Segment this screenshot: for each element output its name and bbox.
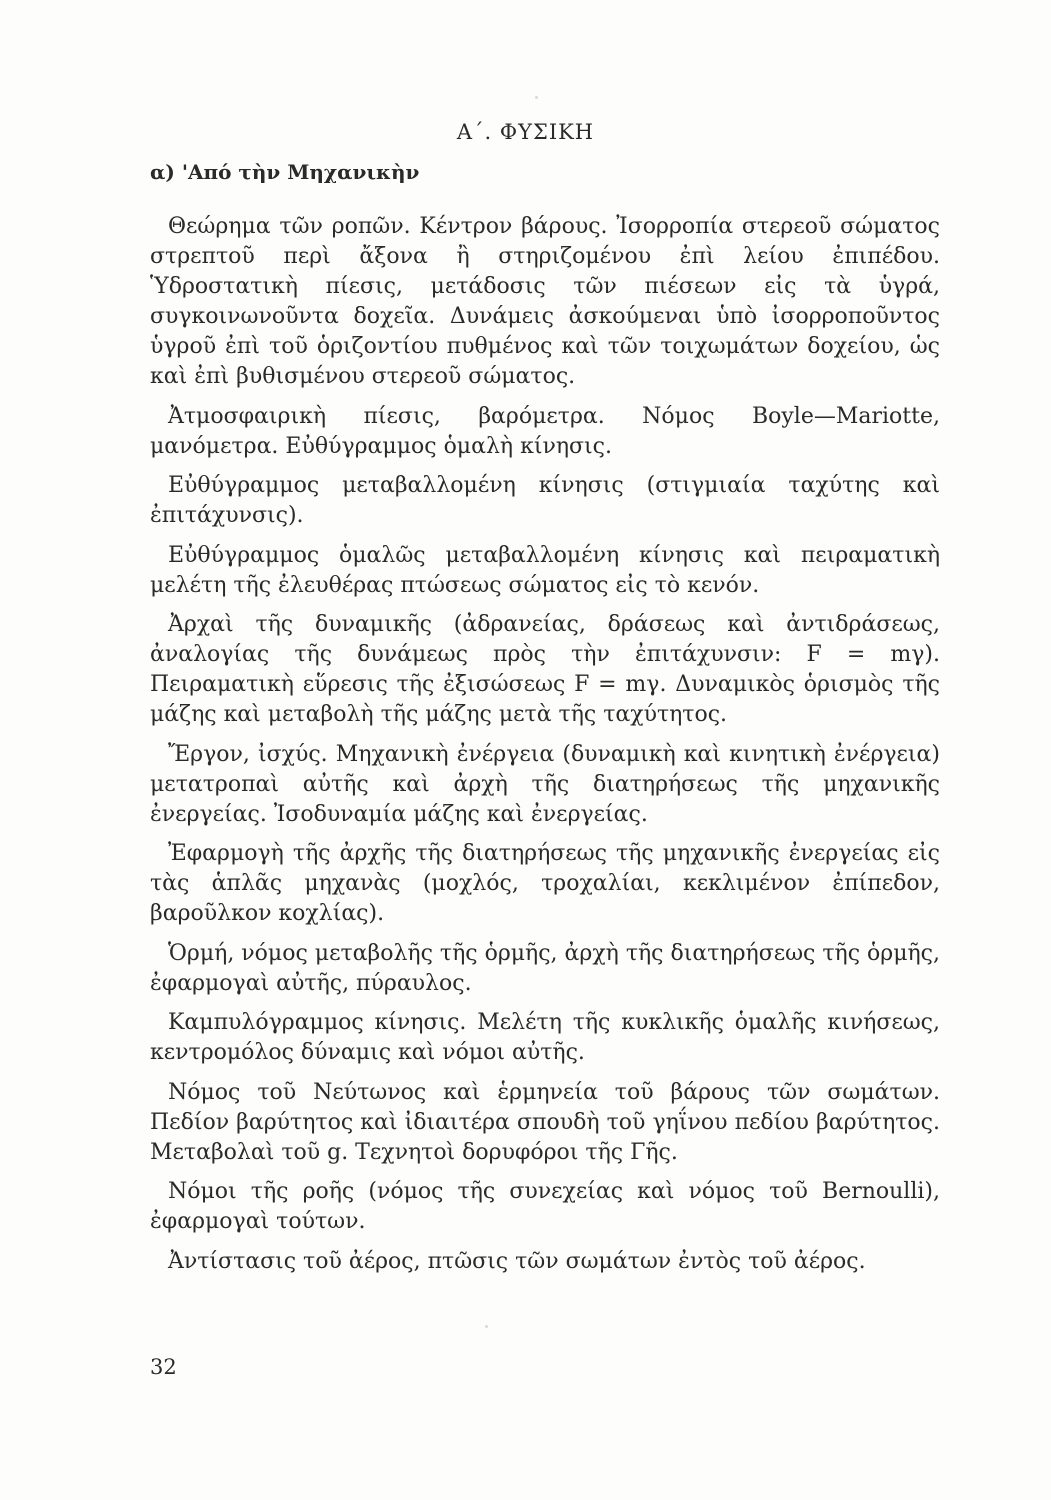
paragraph-simple-machines: Ἐφαρμογὴ τῆς ἀρχῆς τῆς διατηρήσεως τῆς μηχανικῆς ἐνεργείας εἰς τὰς ἁπλᾶς μηχανὰς (μοχλός, τροχαλίαι, κεκλιμένον ἐπίπεδον, βαροῦλκον κοχλίας). (150, 841, 940, 926)
paragraph-air-resistance: Ἀντίστασις τοῦ ἀέρος, πτῶσις τῶν σωμάτων ἐντὸς τοῦ ἀέρος. (168, 1248, 866, 1274)
body-text (150, 212, 940, 1286)
paragraph-fluid-flow: Νόμοι τῆς ροῆς (νόμος τῆς συνεχείας καὶ νόμος τοῦ Bernoulli), ἐφαρμογαὶ τούτων. (150, 1179, 940, 1234)
paragraph-hydrostatics: Θεώρημα τῶν ροπῶν. Κέντρον βάρους. Ἰσορροπία στερεοῦ σώματος στρεπτοῦ περὶ ἄξονα ἢ στηριζομένου ἐπὶ λείου ἐπιπέδου. Ὑδροστατικὴ πίεσις, μετάδοσις τῶν πιέσεων εἰς τὰ ὑγρά, συγκοινωνοῦντα δοχεῖα. Δυνάμεις ἀσκούμεναι ὑπὸ ἰσορροποῦντος ὑγροῦ ἐπὶ τοῦ ὁριζοντίου πυθμένος καὶ τῶν τοιχωμάτων δοχείου, ὡς καὶ ἐπὶ βυθισμένου στερεοῦ σώματος. (150, 214, 940, 389)
section-title: Α΄. ΦΥΣΙΚΗ (456, 120, 595, 144)
page-number: 32 (150, 1355, 177, 1379)
print-speck (535, 96, 538, 99)
paragraph-uniformly-accelerated-motion: Εὐθύγραμμος ὁμαλῶς μεταβαλλομένη κίνησις καὶ πειραματικὴ μελέτη τῆς ἐλευθέρας πτώσεως σώματος εἰς τὸ κενόν. (150, 542, 940, 598)
paragraph-work-energy: Ἔργον, ἰσχύς. Μηχανικὴ ἐνέργεια (δυναμικὴ καὶ κινητικὴ ἐνέργεια) μετατροπαὶ αὐτῆς καὶ ἀρχὴ τῆς διατηρήσεως τῆς μηχανικῆς ἐνεργείας. Ἰσοδυναμία μάζης καὶ ἐνεργείας. (150, 741, 940, 827)
paragraph-gravitation: Νόμος τοῦ Νεύτωνος καὶ ἑρμηνεία τοῦ βάρους τῶν σωμάτων. Πεδίον βαρύτητος καὶ ἰδιαιτέρα σπουδὴ τοῦ γηΐνου πεδίου βαρύτητος. Μεταβολαὶ τοῦ g. Τεχνητοὶ δορυφόροι τῆς Γῆς. (150, 1079, 940, 1165)
paragraph-dynamics-principles: Ἀρχαὶ τῆς δυναμικῆς (ἀδρανείας, δράσεως καὶ ἀντιδράσεως, ἀναλογίας τῆς δυνάμεως πρὸς τὴν ἐπιτάχυνσιν: F = mγ). Πειραματικὴ εὕρεσις τῆς ἐξισώσεως F = mγ. Δυναμικὸς ὁρισμὸς τῆς μάζης καὶ μεταβολὴ τῆς μάζης μετὰ τῆς ταχύτητος. (150, 612, 940, 727)
subsection-title: α) 'Από τὴν Μηχανικὴν (150, 160, 420, 184)
paragraph-momentum: Ὁρμή, νόμος μεταβολῆς τῆς ὁρμῆς, ἀρχὴ τῆς διατηρήσεως τῆς ὁρμῆς, ἐφαρμογαὶ αὐτῆς, πύραυλος. (150, 940, 940, 996)
paragraph-variable-motion: Εὐθύγραμμος μεταβαλλομένη κίνησις (στιγμιαία ταχύτης καὶ ἐπιτάχυνσις). (150, 473, 940, 528)
paragraph-atmospheric-pressure: Ἀτμοσφαιρικὴ πίεσις, βαρόμετρα. Νόμος Boyle—Mariotte, μανόμετρα. Εὐθύγραμμος ὁμαλὴ κίνησις. (150, 403, 940, 459)
print-speck (485, 1325, 488, 1328)
paragraph-curvilinear-motion: Καμπυλόγραμμος κίνησις. Μελέτη τῆς κυκλικῆς ὁμαλῆς κινήσεως, κεντρομόλος δύναμις καὶ νόμοι αὐτῆς. (150, 1010, 940, 1065)
